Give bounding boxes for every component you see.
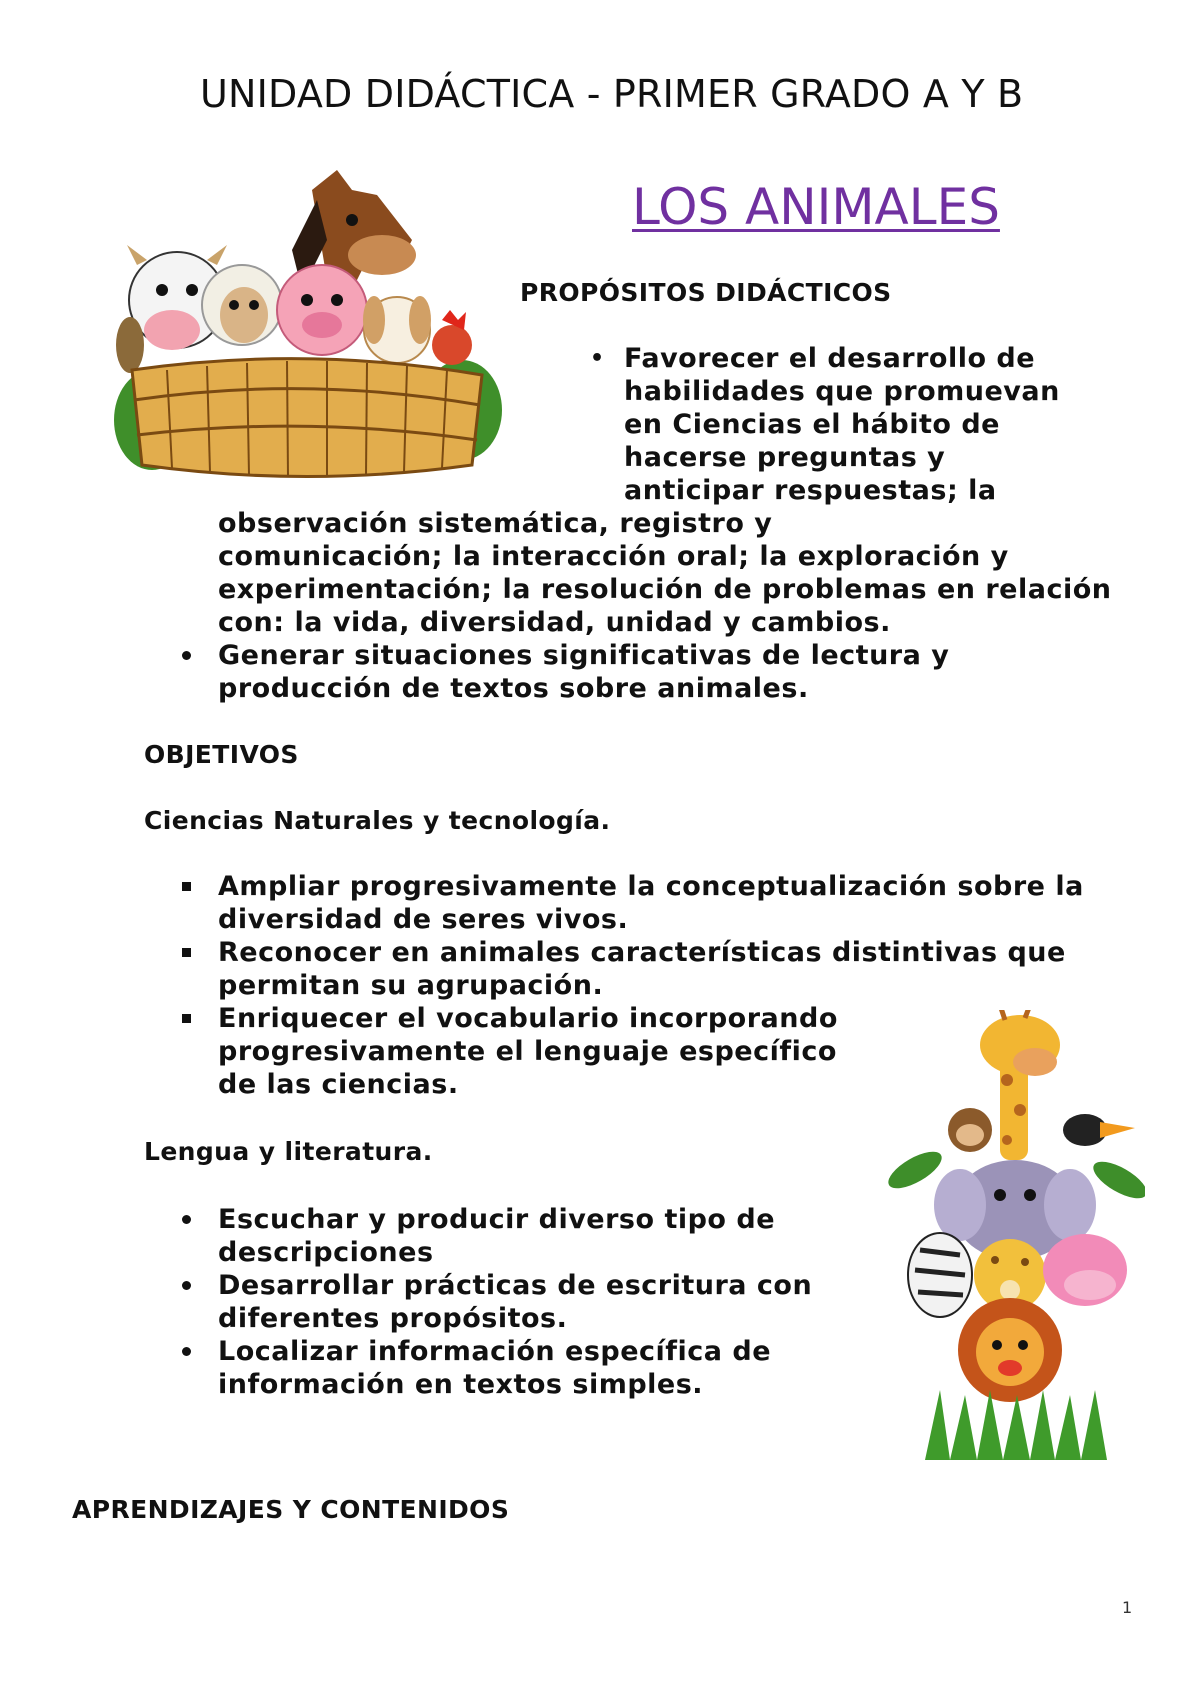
propositos-item-1-line: con: la vida, diversidad, unidad y cambios. — [218, 607, 891, 638]
propositos-item-1-line: hacerse preguntas y — [624, 442, 946, 473]
propositos-list-2 — [218, 639, 978, 705]
propositos-heading: PROPÓSITOS DIDÁCTICOS — [520, 278, 892, 307]
document-header-title: UNIDAD DIDÁCTICA - PRIMER GRADO A Y B — [200, 72, 1024, 116]
farm-animals-illustration — [112, 170, 502, 488]
propositos-item-1-line: habilidades que promuevan — [624, 376, 1060, 407]
jungle-animals-illustration — [885, 1010, 1145, 1460]
lengua-item: Desarrollar prácticas de escritura con diferentes propósitos. — [218, 1269, 858, 1335]
propositos-item-1 — [590, 342, 1144, 507]
aprendizajes-heading: APRENDIZAJES Y CONTENIDOS — [72, 1495, 510, 1524]
bullet-dot-icon: • — [590, 346, 605, 371]
ciencias-item: Reconocer en animales características distintivas que permitan su agrupación. — [218, 936, 1118, 1002]
lengua-item: Localizar información específica de información en textos simples. — [218, 1335, 858, 1401]
propositos-item-1-line: en Ciencias el hábito de — [624, 409, 1000, 440]
propositos-item-1-line: anticipar respuestas; la — [624, 475, 997, 506]
propositos-item-1-line: experimentación; la resolución de problemas en relación — [218, 574, 1112, 605]
propositos-item-1-line: comunicación; la interacción oral; la exploración y — [218, 541, 1009, 572]
ciencias-heading: Ciencias Naturales y tecnología. — [144, 806, 611, 835]
main-title: LOS ANIMALES — [632, 178, 1000, 236]
propositos-item-1-continued — [218, 507, 1168, 639]
propositos-item-1-line: observación sistemática, registro y — [218, 508, 773, 539]
objetivos-heading: OBJETIVOS — [144, 740, 299, 769]
page-number: 1 — [1122, 1598, 1133, 1617]
ciencias-item: Ampliar progresivamente la conceptualización sobre la diversidad de seres vivos. — [218, 870, 1118, 936]
lengua-heading: Lengua y literatura. — [144, 1137, 433, 1166]
lengua-list — [218, 1203, 858, 1401]
propositos-item-2: Generar situaciones significativas de lectura y producción de textos sobre animales. — [218, 639, 978, 705]
ciencias-item: Enriquecer el vocabulario incorporando progresivamente el lenguaje específico de las ciencias. — [218, 1002, 858, 1101]
propositos-item-1-line: Favorecer el desarrollo de — [624, 343, 1036, 374]
lengua-item: Escuchar y producir diverso tipo de descripciones — [218, 1203, 858, 1269]
